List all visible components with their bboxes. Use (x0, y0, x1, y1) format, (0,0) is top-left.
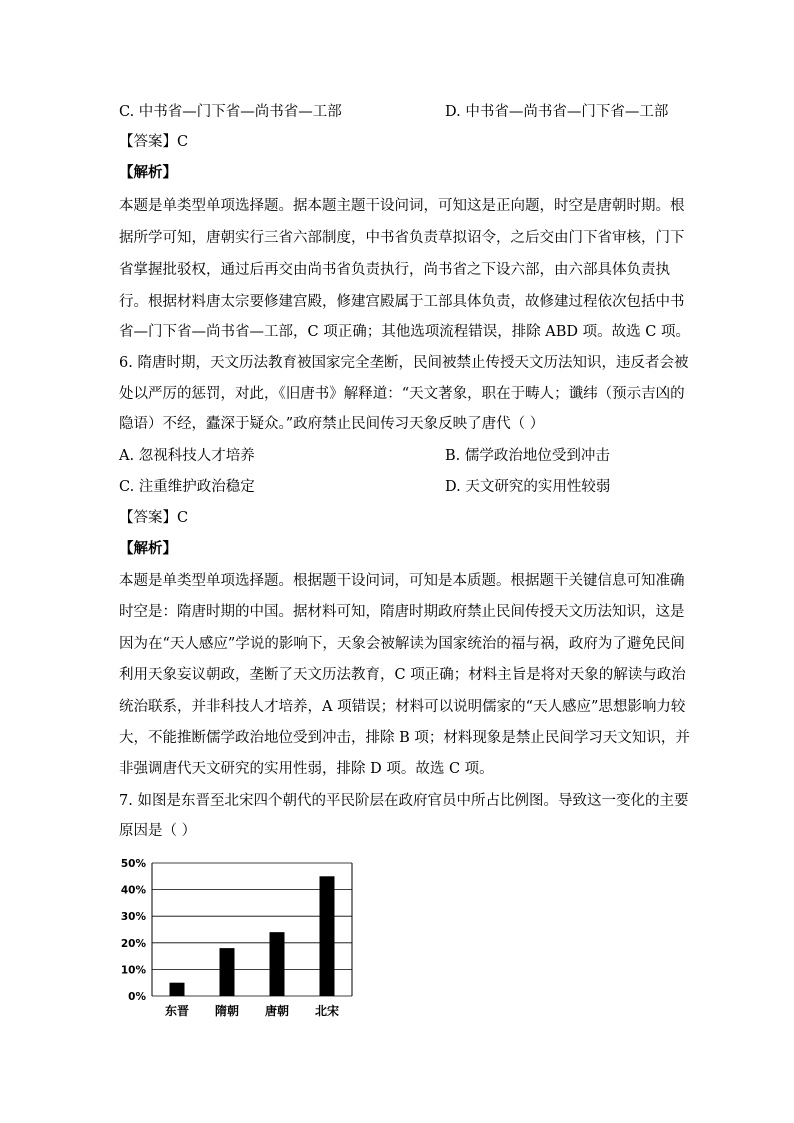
q5-option-d: D. 中书省—尚书省—门下省—工部 (445, 104, 669, 120)
q6-option-d: D. 天文研究的实用性较弱 (445, 479, 611, 495)
q6-analysis-line: 非强调唐代天文研究的实用性弱，排除 D 项。故选 C 项。 (119, 761, 494, 777)
q6-option-c: C. 注重维护政治稳定 (119, 479, 255, 495)
y-tick-label: 50% (120, 858, 146, 870)
q6-option-a: A. 忽视科技人才培养 (119, 448, 255, 464)
q6-analysis-line: 大，不能推断儒学政治地位受到冲击，排除 B 项；材料现象是禁止民间学习天文知识，并 (119, 730, 690, 746)
q6-answer: 【答案】C (119, 510, 189, 526)
q5-analysis-line: 省—门下省—尚书省—工部，C 项正确；其他选项流程错误，排除 ABD 项。故选 C 项。 (119, 324, 690, 340)
q5-option-c: C. 中书省—门下省—尚书省—工部 (119, 104, 342, 120)
q6-analysis-line: 统治联系，并非科技人才培养，A 项错误；材料可以说明儒家的“天人感应”思想影响力较 (119, 699, 686, 715)
x-category-label: 唐朝 (264, 1004, 290, 1018)
q6-option-b: B. 儒学政治地位受到冲击 (445, 448, 610, 464)
q6-stem-line: 6. 隋唐时期，天文历法教育被国家完全垄断，民间被禁止传授天文历法知识，违反者会被 (119, 355, 689, 371)
bar (170, 983, 185, 996)
q5-analysis-label: 【解析】 (119, 164, 177, 181)
q7-stem-line: 原因是（ ） (119, 823, 197, 839)
y-tick-label: 30% (120, 911, 146, 924)
y-tick-label: 40% (120, 884, 146, 897)
y-tick-label: 10% (120, 964, 146, 977)
q5-analysis-line: 据所学可知，唐朝实行三省六部制度，中书省负责草拟诏令，之后交由门下省审核，门下 (119, 230, 685, 246)
bar-chart (112, 850, 362, 1028)
q6-analysis-line: 本题是单类型单项选择题。根据题干设问词，可知是本质题。根据题干关键信息可知准确 (119, 573, 685, 589)
q6-analysis-line: 时空是：隋唐时期的中国。据材料可知，隋唐时期政府禁止民间传授天文历法知识，这是 (119, 604, 685, 620)
q6-stem-line: 处以严厉的惩罚，对此，《旧唐书》解释道：“天文著象，职在于畴人；谶纬（预示吉凶的 (119, 386, 685, 402)
q5-analysis-line: 本题是单类型单项选择题。据本题主题干设问词，可知这是正向题，时空是唐朝时期。根 (119, 198, 685, 214)
bar (320, 876, 335, 996)
y-tick-label: 20% (120, 937, 146, 950)
q5-analysis-line: 行。根据材料唐太宗要修建宫殿，修建宫殿属于工部具体负责，故修建过程依次包括中书 (119, 294, 685, 310)
q5-analysis-line: 省掌握批驳权，通过后再交由尚书省负责执行，尚书省之下设六部，由六部具体负责执 (119, 262, 670, 278)
q6-stem-line: 隐语）不经，蠹深于疑众。”政府禁止民间传习天象反映了唐代（ ） (119, 416, 545, 432)
x-category-label: 隋朝 (214, 1004, 240, 1018)
bar (220, 948, 235, 996)
x-category-label: 北宋 (314, 1004, 340, 1018)
q7-stem-line: 7. 如图是东晋至北宋四个朝代的平民阶层在政府官员中所占比例图。导致这一变化的主要 (119, 793, 689, 809)
q6-analysis-line: 因为在“天人感应”学说的影响下，天象会被解读为国家统治的福与祸，政府为了避免民间 (119, 636, 685, 652)
q5-answer: 【答案】C (119, 134, 189, 150)
x-category-label: 东晋 (164, 1004, 190, 1018)
bar (270, 932, 285, 996)
q6-analysis-label: 【解析】 (119, 540, 177, 557)
q6-analysis-line: 利用天象妄议朝政，垄断了天文历法教育，C 项正确；材料主旨是将对天象的解读与政治 (119, 667, 686, 683)
y-tick-label: 0% (128, 991, 146, 1003)
